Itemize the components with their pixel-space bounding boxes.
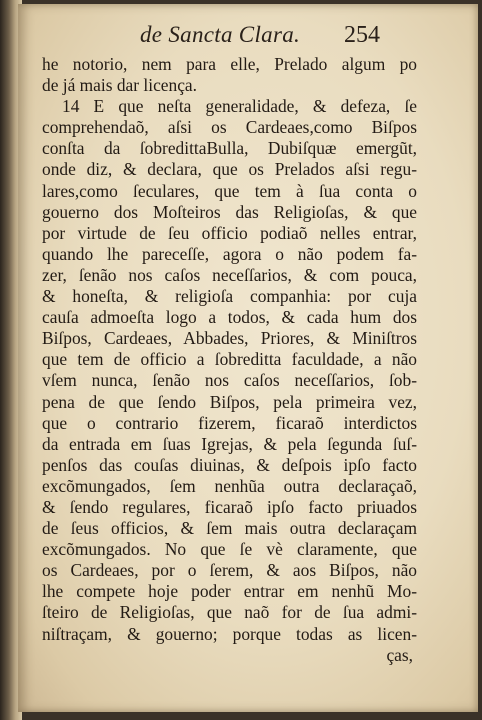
text-line: zer, ſenão nos caſos neceſſarios, & com pouca, [42, 264, 417, 285]
text-line: gouerno dos Moſteiros das Religioſas, & que [42, 201, 417, 222]
text-line: de ſeus officios, & ſem mais outra declaraçam [42, 518, 417, 539]
text-line: vſem nunca, ſenão nos caſos neceſſarios, ſob- [42, 370, 417, 391]
text-line: quando lhe pareceſſe, agora o não podem fa- [42, 243, 417, 264]
text-line: excõmungados. No que ſe vè claramente, que [42, 539, 417, 560]
catchword: ças, [386, 644, 413, 665]
text-line: & honeſta, & religioſa companhia: por cuja [42, 286, 417, 307]
body-text [42, 54, 417, 666]
text-line: lhe compete hoje poder entrar em nenhũ Mo- [42, 581, 417, 602]
text-line: & ſendo regulares, ficaraõ ipſo facto priuados [42, 496, 417, 517]
running-head [18, 22, 478, 50]
text-line: de já mais dar licença. [42, 75, 197, 96]
text-line: ſteiro de Religioſas, que naõ for de ſua admi- [42, 602, 417, 623]
text-line: pena de que ſendo Biſpos, pela primeira vez, [42, 391, 417, 412]
text-line: penſos das couſas diuinas, & deſpois ipſo facto [42, 454, 417, 475]
text-line: Biſpos, Cardeaes, Abbades, Priores, & Miniſtros [42, 328, 417, 349]
book-page [18, 4, 478, 712]
text-line: os Cardeaes, por o ſerem, & aos Biſpos, não [42, 560, 417, 581]
text-line: 14 E que neſta generalidade, & defeza, ſe [62, 96, 417, 117]
text-line: excõmungados, ſem nenhũa outra declaraçaõ, [42, 475, 417, 496]
text-line: da entrada em ſuas Igrejas, & pela ſegunda ſuſ- [42, 433, 417, 454]
text-line: que o contrario fizerem, ficaraõ interdictos [42, 412, 417, 433]
text-line: niſtraçam, & gouerno; porque todas as licen- [42, 623, 417, 644]
text-line: conſta da ſobredittaBulla, Dubiſquæ emergũt, [42, 138, 417, 159]
text-line: he notorio, nem para elle, Prelado algum po [42, 54, 417, 74]
text-line: cauſa admoeſta logo a todos, & cada hum dos [42, 307, 417, 328]
text-line: por virtude de ſeu officio podiaõ nelles entrar, [42, 222, 417, 243]
text-line: lares,como ſeculares, que tem à ſua conta o [42, 180, 417, 201]
text-line: que tem de officio a ſobreditta faculdade, a não [42, 349, 417, 370]
running-title: de Sancta Clara. [140, 22, 301, 47]
text-line: onde diz, & declara, que os Prelados aſsi regu- [42, 159, 417, 180]
text-line: comprehendaõ, aſsi os Cardeaes,como Biſpos [42, 117, 417, 138]
page-number: 254 [344, 22, 380, 48]
